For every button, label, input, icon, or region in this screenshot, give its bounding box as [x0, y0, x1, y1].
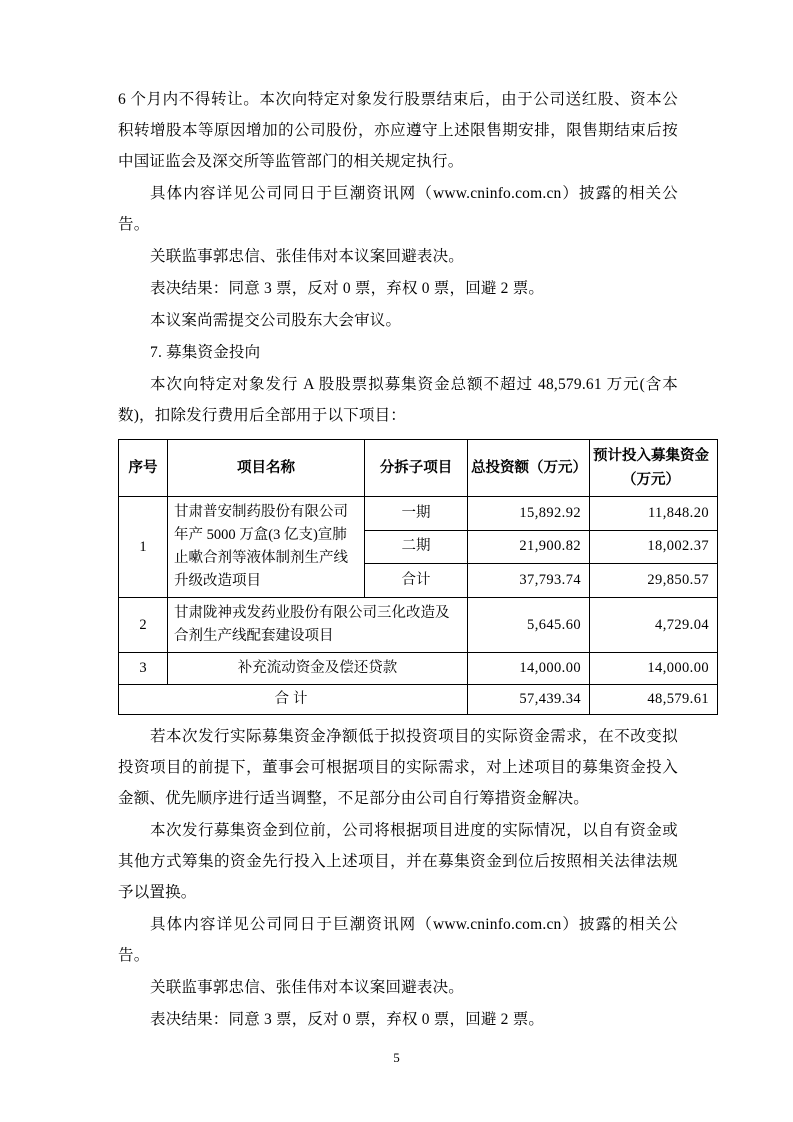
fundraising-table	[118, 439, 709, 715]
cell-total-sum: 57,439.34	[468, 685, 590, 715]
paragraph: 本议案尚需提交公司股东大会审议。	[150, 312, 402, 329]
cell-seq: 2	[119, 598, 168, 653]
column-header-name: 项目名称	[168, 440, 365, 497]
cell-subproject: 一期	[365, 497, 468, 531]
paragraph: 具体内容详见公司同日于巨潮资讯网（www.cninfo.com.cn）披露的相关公告。	[118, 185, 678, 233]
paragraph: 表决结果：同意 3 票，反对 0 票，弃权 0 票，回避 2 票。	[150, 1011, 545, 1028]
cell-raised-funds: 18,002.37	[590, 530, 718, 564]
page-number: 5	[393, 1050, 400, 1065]
cell-total-investment: 5,645.60	[468, 598, 590, 653]
cell-raised-funds: 4,729.04	[590, 598, 718, 653]
paragraph: 关联监事郭忠信、张佳伟对本议案回避表决。	[150, 248, 465, 265]
cell-seq: 3	[119, 653, 168, 685]
column-header-total-investment: 总投资额（万元）	[468, 440, 590, 497]
paragraph: 关联监事郭忠信、张佳伟对本议案回避表决。	[150, 979, 465, 996]
cell-raised-sum: 48,579.61	[590, 685, 718, 715]
paragraph: 若本次发行实际募集资金净额低于拟投资项目的实际资金需求，在不改变拟投资项目的前提下，董事会可根据项目的实际需求，对上述项目的募集资金投入金额、优先顺序进行适当调整，不足部分由公司自行筹措资金解决。	[118, 728, 678, 807]
table-row	[119, 598, 718, 653]
cell-raised-funds: 11,848.20	[590, 497, 718, 531]
column-header-subproject: 分拆子项目	[365, 440, 468, 497]
cell-total-investment: 37,793.74	[468, 564, 590, 598]
paragraph: 具体内容详见公司同日于巨潮资讯网（www.cninfo.com.cn）披露的相关公告。	[118, 916, 678, 964]
paragraph: 本次发行募集资金到位前，公司将根据项目进度的实际情况，以自有资金或其他方式筹集的资金先行投入上述项目，并在募集资金到位后按照相关法律法规予以置换。	[118, 822, 678, 901]
document-content	[118, 84, 709, 1036]
table-row	[119, 497, 718, 531]
cell-subproject: 合计	[365, 564, 468, 598]
cell-project-name: 补充流动资金及偿还贷款	[168, 653, 468, 685]
paragraph: 6 个月内不得转让。本次向特定对象发行股票结束后，由于公司送红股、资本公积转增股本等原因增加的公司股份，亦应遵守上述限售期安排，限售期结束后按中国证监会及深交所等监管部门的相关规定执行。	[118, 91, 678, 170]
column-header-seq: 序号	[119, 440, 168, 497]
column-header-raised-funds: 预计投入募集资金（万元）	[590, 440, 718, 497]
cell-total-investment: 15,892.92	[468, 497, 590, 531]
cell-total-investment: 14,000.00	[468, 653, 590, 685]
cell-total-label: 合计	[119, 685, 468, 715]
cell-raised-funds: 14,000.00	[590, 653, 718, 685]
cell-seq: 1	[119, 497, 168, 598]
table-row	[119, 653, 718, 685]
cell-raised-funds: 29,850.57	[590, 564, 718, 598]
paragraph: 本次向特定对象发行 A 股股票拟募集资金总额不超过 48,579.61 万元(含本数)，扣除发行费用后全部用于以下项目：	[118, 376, 678, 424]
section-heading: 7. 募集资金投向	[150, 344, 261, 361]
cell-subproject: 二期	[365, 530, 468, 564]
paragraph: 表决结果：同意 3 票，反对 0 票，弃权 0 票，回避 2 票。	[150, 280, 545, 297]
table-footer-row	[119, 685, 718, 715]
cell-project-name: 甘肃普安制药股份有限公司年产 5000 万盒(3 亿支)宣肺止嗽合剂等液体制剂生产线升级改造项目	[168, 497, 365, 598]
cell-total-investment: 21,900.82	[468, 530, 590, 564]
cell-project-name: 甘肃陇神戎发药业股份有限公司三化改造及合剂生产线配套建设项目	[168, 598, 468, 653]
table-header-row	[119, 440, 718, 497]
